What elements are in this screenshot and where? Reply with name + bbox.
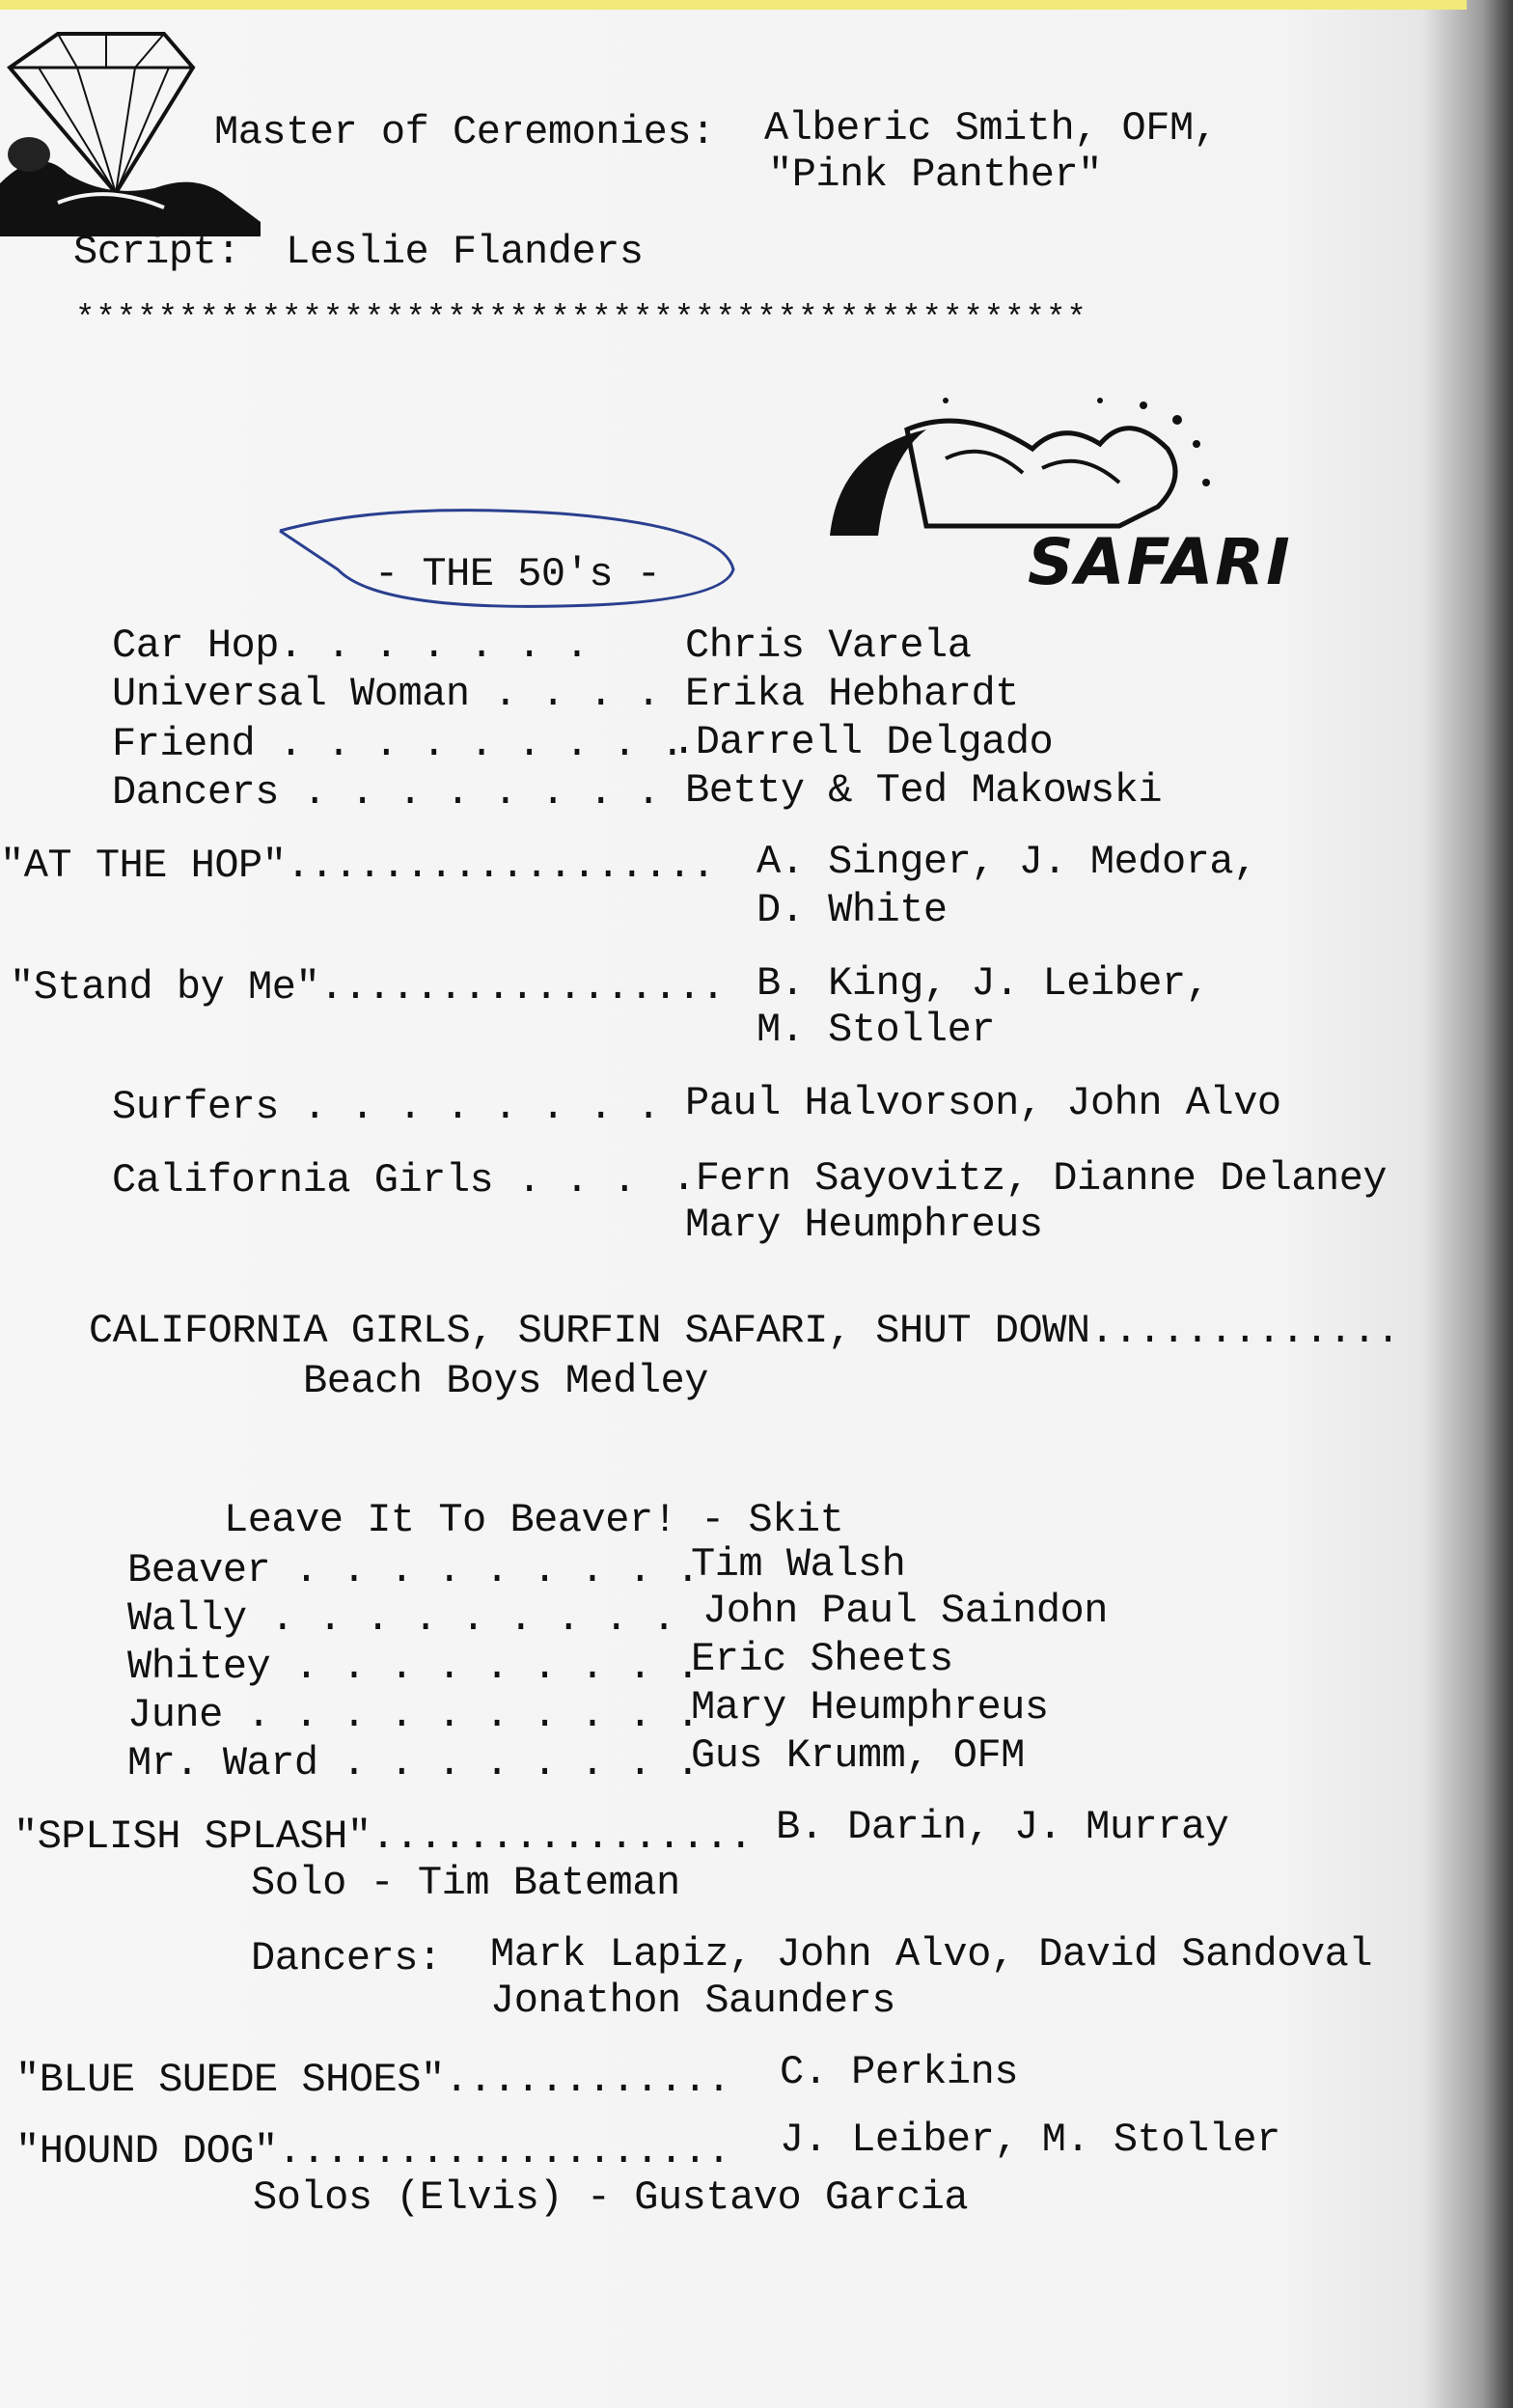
song-title: "AT THE HOP".................. [0,843,716,889]
song-credit: B. King, J. Leiber, [756,960,1210,1007]
mc-name: Alberic Smith, OFM, [764,105,1218,152]
song-credit: C. Perkins [780,2049,1019,2095]
song-title: "HOUND DOG"................... [15,2128,731,2174]
cast-role: Dancers . . . . . . . . [112,769,661,816]
song-title: "SPLISH SPLASH"................ [14,1813,753,1860]
cast-role: Friend . . . . . . . . . [112,721,684,767]
cast-name: Gus Krumm, OFM [691,1732,1025,1779]
song-credit: A. Singer, J. Medora, [756,839,1257,885]
medley-title: CALIFORNIA GIRLS, SURFIN SAFARI, SHUT DOWN............. [89,1308,1400,1354]
cast-role: California Girls . . . [112,1157,637,1204]
cast-role: June . . . . . . . . . . [127,1692,700,1738]
cast-role: Beaver . . . . . . . . . [127,1547,700,1593]
script-label: Script: [73,229,240,275]
cast-name: Chris Varela [685,623,972,669]
cast-name: Mary Heumphreus [685,1202,1043,1248]
dancers-names: Mark Lapiz, John Alvo, David Sandoval [490,1931,1373,1978]
song-title: "BLUE SUEDE SHOES"............ [15,2057,731,2103]
cast-name: Eric Sheets [691,1636,953,1682]
script-name: Leslie Flanders [286,229,644,275]
cast-name: Paul Halvorson, John Alvo [685,1080,1281,1126]
song-credit: M. Stoller [756,1007,996,1053]
cast-name: Mary Heumphreus [691,1684,1049,1730]
mc-label: Master of Ceremonies: [214,109,715,155]
cast-name: Tim Walsh [691,1541,906,1588]
cast-role: Car Hop. . . . . . . [112,623,590,669]
cast-name: .Fern Sayovitz, Dianne Delaney [672,1155,1388,1202]
cast-name: .Darrell Delgado [672,719,1054,765]
section-title: - THE 50's - [374,551,661,597]
song-title: "Stand by Me"................. [10,964,726,1010]
song-credit: B. Darin, J. Murray [776,1804,1229,1850]
song-credit: D. White [756,887,948,933]
cast-role: Mr. Ward . . . . . . . . [127,1740,700,1786]
safari-logo-text: SAFARI [1028,525,1292,599]
solo-line: Solos (Elvis) - Gustavo Garcia [253,2174,969,2221]
mc-nickname: "Pink Panther" [768,152,1102,198]
cast-role: Universal Woman . . . . [112,671,661,717]
song-credit: J. Leiber, M. Stoller [780,2117,1280,2163]
cast-role: Surfers . . . . . . . . [112,1084,661,1130]
dancers-label: Dancers: [251,1935,442,1981]
cast-name: Betty & Ted Makowski [685,767,1163,814]
cast-role: Whitey . . . . . . . . . [127,1644,700,1690]
cast-name: John Paul Saindon [702,1588,1108,1634]
medley-subtitle: Beach Boys Medley [303,1358,708,1404]
highlighter-strip [0,0,1467,10]
solo-line: Solo - Tim Bateman [251,1860,680,1906]
cast-role: Wally . . . . . . . . . [127,1595,676,1642]
skit-title: Leave It To Beaver! - Skit [224,1497,844,1543]
dancers-names: Jonathon Saunders [490,1978,895,2024]
asterisk-divider: ************************************************* [75,301,1087,338]
cast-name: Erika Hebhardt [685,671,1019,717]
